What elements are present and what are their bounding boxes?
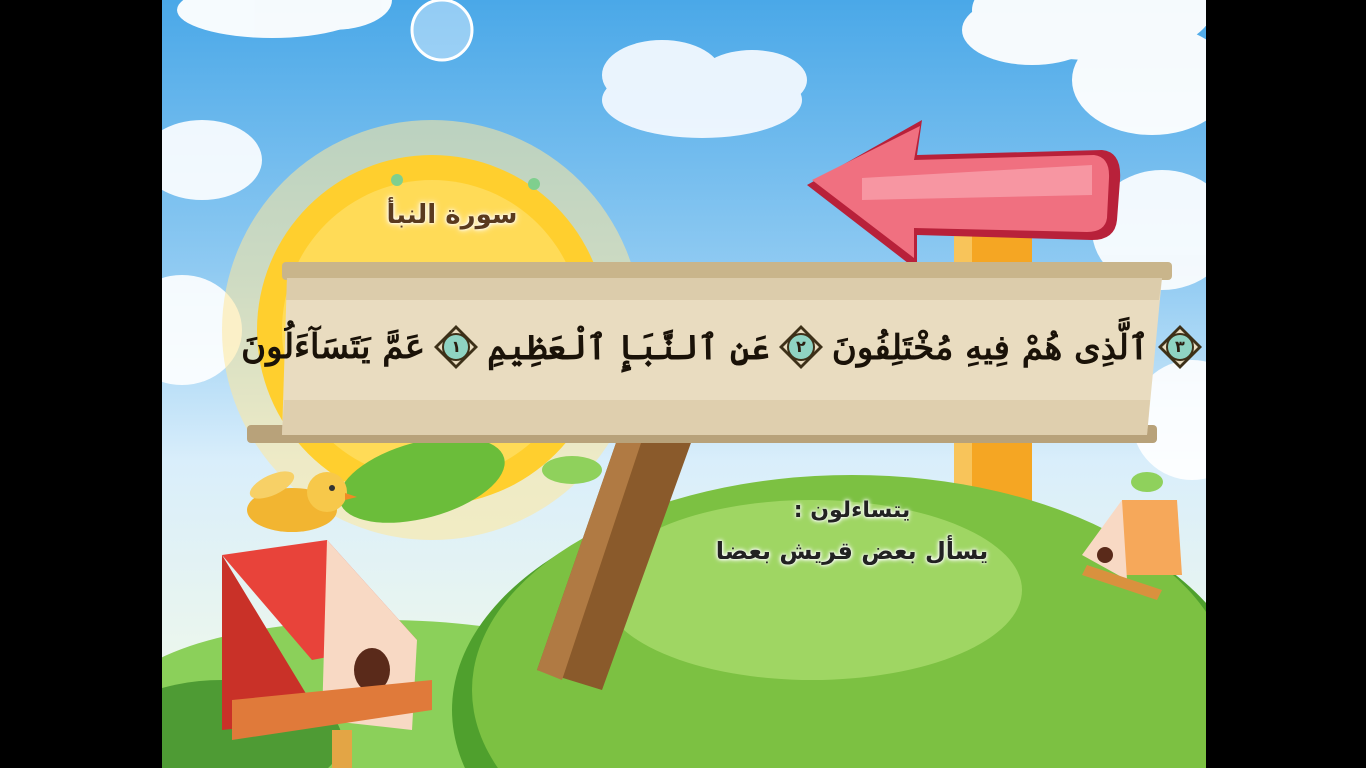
glossary-box [662,495,1042,571]
ayah-marker-icon [433,324,479,370]
cloud-middle [602,40,807,138]
verse-text-2: عَنِ ٱلنَّبَإِ ٱلْعَظِيمِ [487,327,770,368]
glossary-definition: يسأل بعض قريش بعضا [715,537,989,565]
bubble [412,0,472,60]
verse-text-1: عَمَّ يَتَسَآءَلُونَ [241,327,426,367]
surah-title: سورة النبأ [386,200,518,230]
cloud-top-left [177,0,392,38]
ayah-number-3: ٣ [1174,337,1185,356]
glossary-term: يتساءلون : [793,498,911,523]
ayah-number-1: ١ [451,337,462,356]
verse-text-3: ٱلَّذِى هُمْ فِيهِ مُخْتَلِفُونَ [831,327,1149,368]
ayah-number-2: ٢ [795,337,806,356]
scene-illustration [162,0,1206,768]
video-area[interactable] [162,0,1206,768]
verse-line [241,312,1185,382]
ayah-marker-icon [1157,324,1203,370]
cloud-top-right [962,0,1206,135]
ayah-marker-icon [778,324,824,370]
